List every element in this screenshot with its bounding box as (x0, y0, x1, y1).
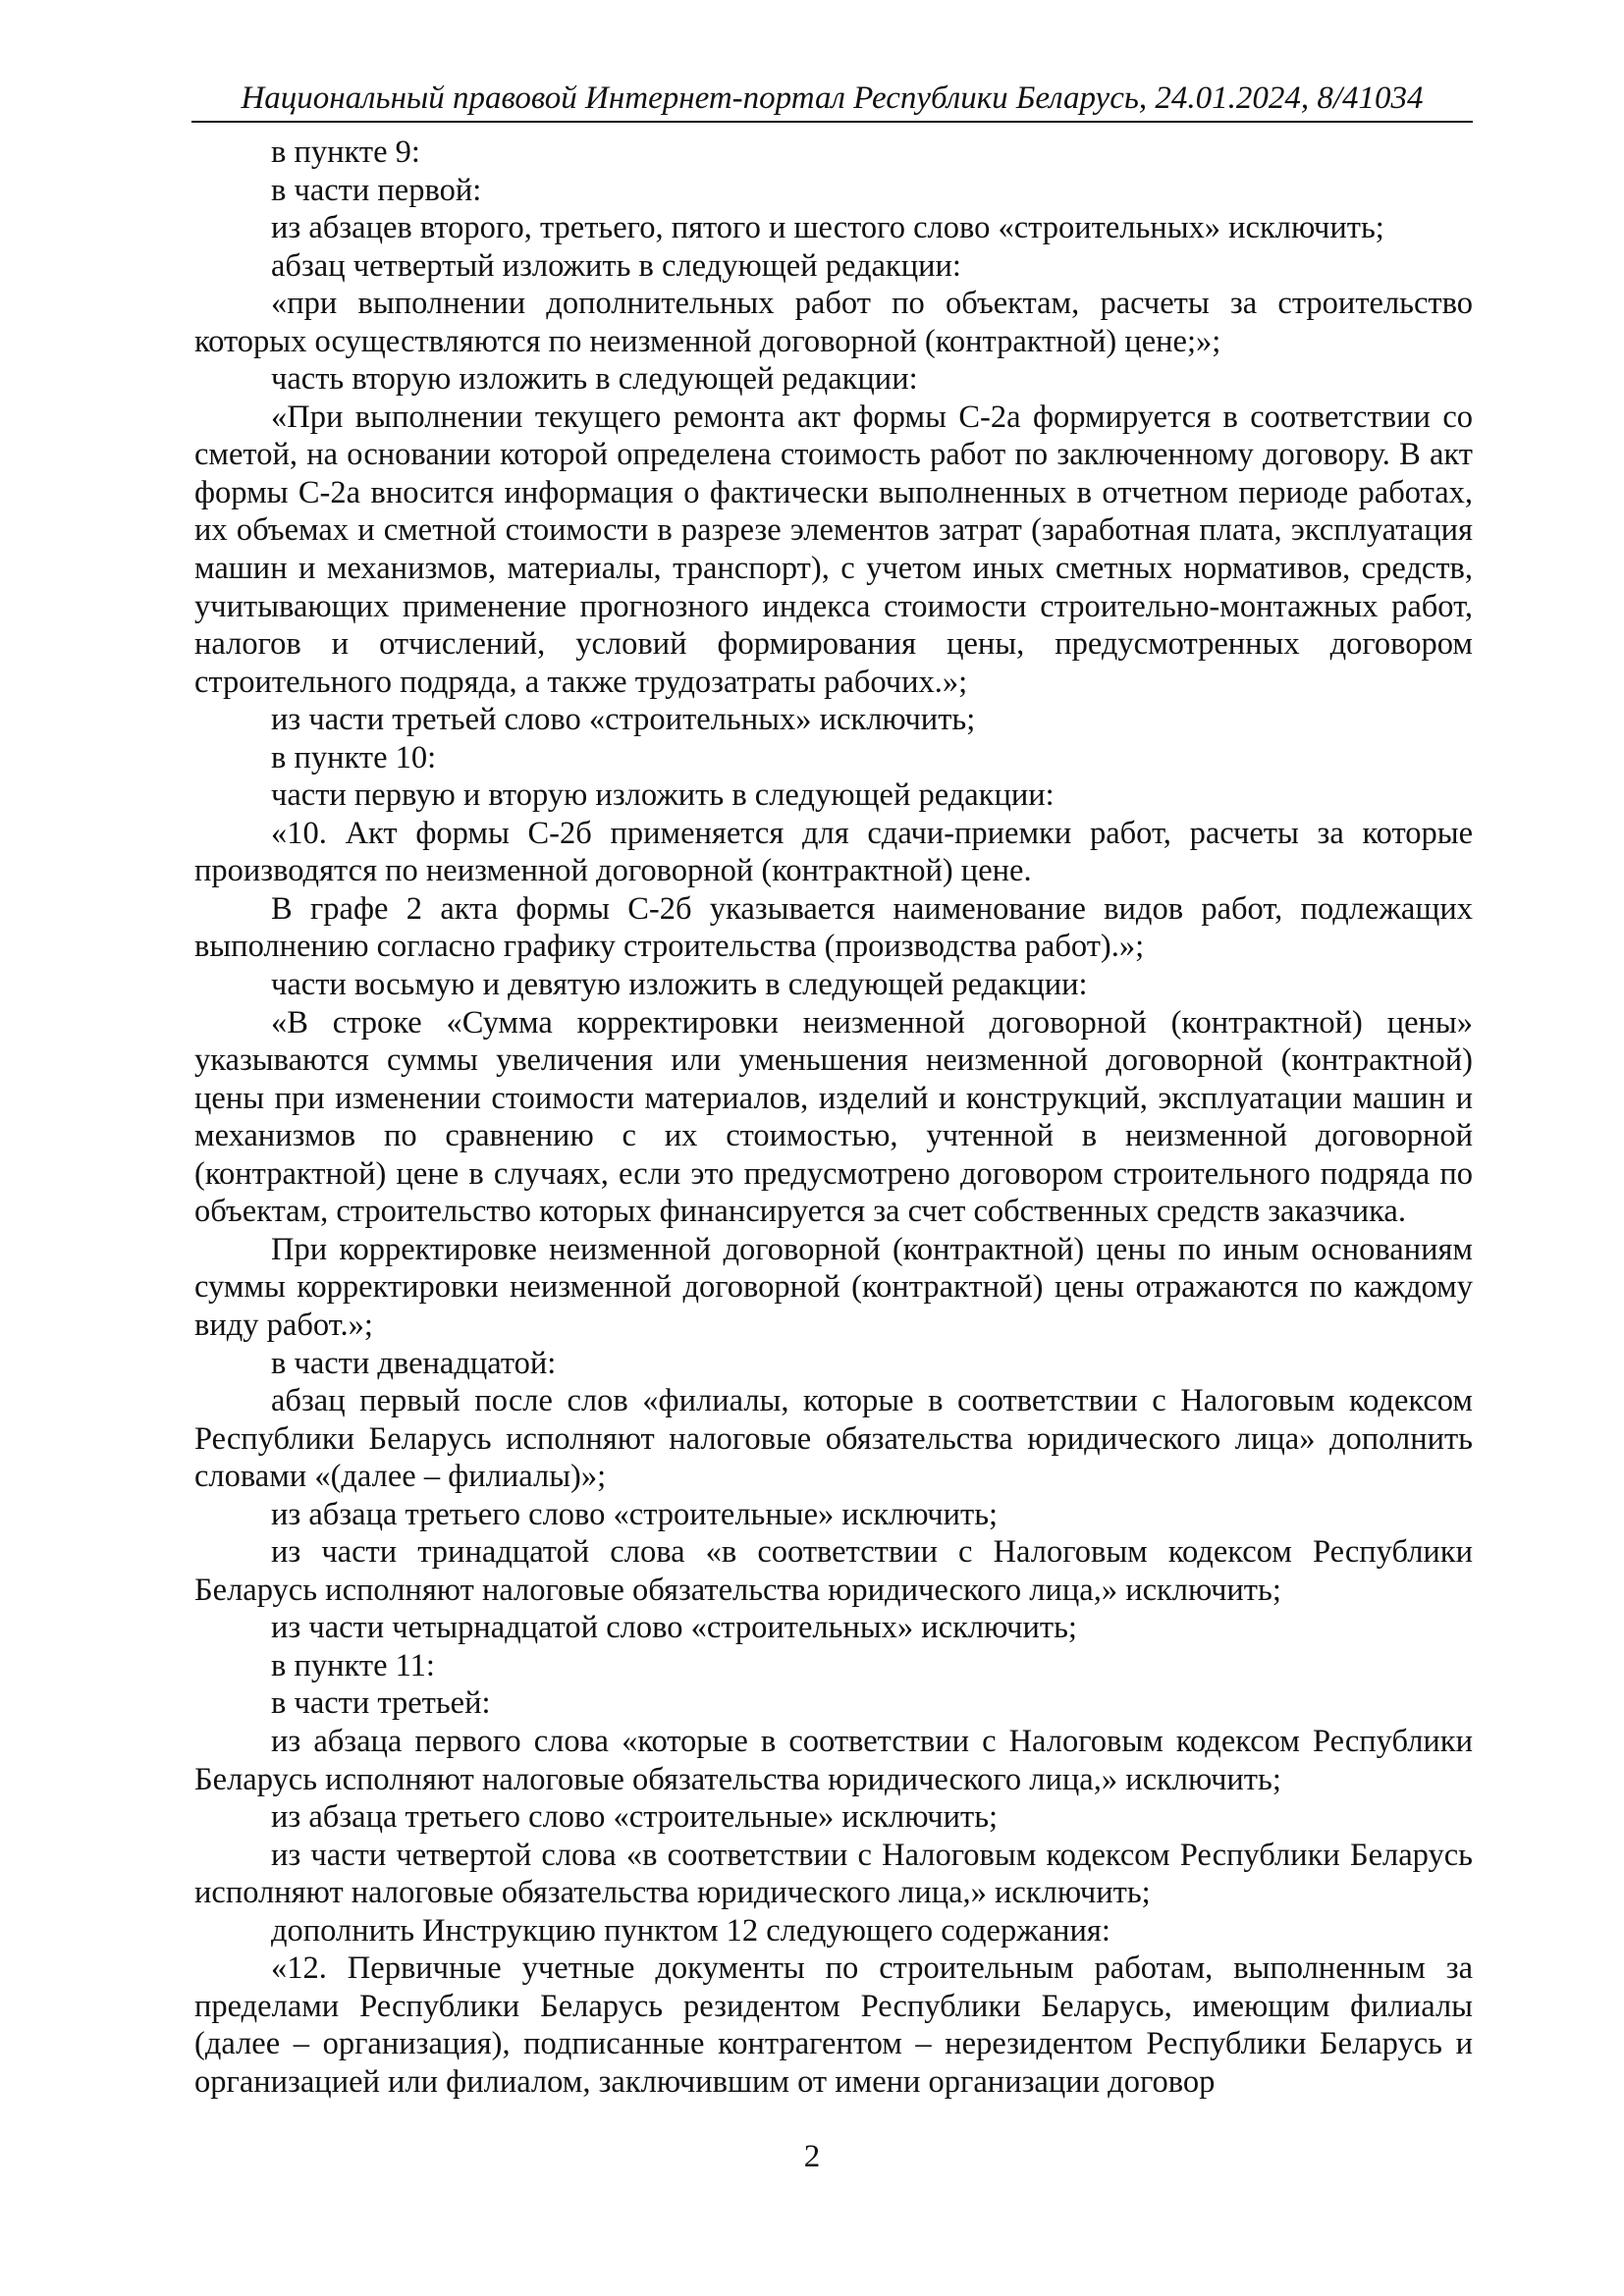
paragraph: «12. Первичные учетные документы по строительным работам, выполненным за пределами Республики Беларусь резидентом Республики Беларусь, имеющим филиалы (далее – организация), подписанные контрагентом – нерезидентом Республики Беларусь и организацией или филиалом, заключившим от имени организации договор (194, 1950, 1473, 2100)
paragraph: абзац первый после слов «филиалы, которые в соответствии с Налоговым кодексом Республики Беларусь исполняют налоговые обязательства юридического лица» дополнить словами «(далее – филиалы)»; (194, 1383, 1473, 1495)
paragraph: в части двенадцатой: (271, 1345, 557, 1381)
page-number: 2 (803, 2139, 821, 2174)
paragraph: в пункте 9: (271, 134, 420, 170)
paragraph: часть вторую изложить в следующей редакции: (271, 361, 918, 398)
header-rule (191, 121, 1473, 123)
page-header: Национальный правовой Интернет-портал Республики Беларусь, 24.01.2024, 8/41034 (241, 80, 1424, 116)
paragraph: из абзаца третьего слово «строительные» исключить; (271, 1496, 999, 1532)
paragraph: дополнить Инструкцию пунктом 12 следующего содержания: (271, 1912, 1110, 1949)
paragraph: из части четвертой слова «в соответствии с Налоговым кодексом Республики Беларусь исполняют налоговые обязательства юридического лица,» исключить; (194, 1837, 1473, 1911)
paragraph: из части четырнадцатой слово «строительных» исключить; (271, 1610, 1077, 1646)
paragraph: в пункте 10: (271, 739, 437, 775)
document-body (194, 133, 1473, 2101)
paragraph: части первую и вторую изложить в следующей редакции: (271, 777, 1055, 814)
paragraph: абзац четвертый изложить в следующей редакции: (271, 247, 961, 284)
paragraph: из части тринадцатой слова «в соответствии с Налоговым кодексом Республики Беларусь исполняют налоговые обязательства юридического лица,» исключить; (194, 1534, 1473, 1608)
paragraph: части восьмую и девятую изложить в следующей редакции: (271, 967, 1088, 1003)
paragraph: «При выполнении текущего ремонта акт формы С-2а формируется в соответствии со сметой, на основании которой определена стоимость работ по заключенному договору. В акт формы С-2а вносится информация о фактически выполненных в отчетном периоде работах, их объемах и сметной стоимости в разрезе элементов затрат (заработная плата, эксплуатация машин и механизмов, материалы, транспорт), с учетом иных сметных нормативов, средств, учитывающих применение прогнозного индекса стоимости строительно-монтажных работ, налогов и отчислений, условий формирования цены, предусмотренных договором строительного подряда, а также трудозатраты рабочих.»; (194, 399, 1473, 700)
paragraph: В графе 2 акта формы С-2б указывается наименование видов работ, подлежащих выполнению согласно графику строительства (производства работ).»; (194, 890, 1473, 965)
paragraph: При корректировке неизменной договорной (контрактной) цены по иным основаниям суммы корректировки неизменной договорной (контрактной) цены отражаются по каждому виду работ.»; (194, 1231, 1473, 1343)
paragraph: «В строке «Сумма корректировки неизменной договорной (контрактной) цены» указываются суммы увеличения или уменьшения неизменной договорной (контрактной) цены при изменении стоимости материалов, изделий и конструкций, эксплуатации машин и механизмов по сравнению с их стоимостью, учтенной в неизменной договорной (контрактной) цене в случаях, если это предусмотрено договором строительного подряда по объектам, строительство которых финансируется за счет собственных средств заказчика. (194, 1004, 1473, 1230)
paragraph: из части третьей слово «строительных» исключить; (271, 702, 976, 738)
paragraph: из абзацев второго, третьего, пятого и шестого слово «строительных» исключить; (271, 210, 1384, 246)
paragraph: из абзаца первого слова «которые в соответствии с Налоговым кодексом Республики Беларусь исполняют налоговые обязательства юридического лица,» исключить; (194, 1723, 1473, 1797)
paragraph: в части первой: (271, 172, 482, 208)
paragraph: из абзаца третьего слово «строительные» исключить; (271, 1799, 999, 1836)
paragraph: в пункте 11: (271, 1647, 435, 1683)
paragraph: «10. Акт формы С-2б применяется для сдачи-приемки работ, расчеты за которые производятся по неизменной договорной (контрактной) цене. (194, 815, 1473, 889)
paragraph: в части третьей: (271, 1685, 491, 1722)
paragraph: «при выполнении дополнительных работ по объектам, расчеты за строительство которых осуществляются по неизменной договорной (контрактной) цене;»; (194, 286, 1473, 359)
